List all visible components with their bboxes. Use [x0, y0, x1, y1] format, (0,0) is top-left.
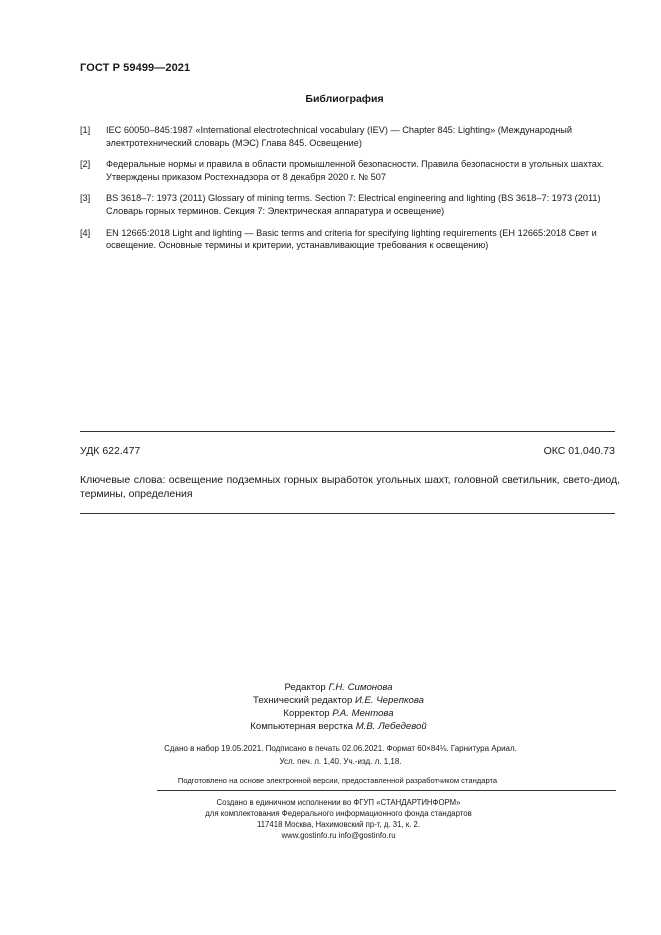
bibliography-item-text: EN 12665:2018 Light and lighting — Basic terms and criteria for specifying lighting requirements (ЕН 12665:2018 Свет и освещение. Основные термины и критерии, устанавливающие требования к освещению) [106, 227, 597, 251]
staff-name: И.Е. Черепкова [354, 695, 424, 706]
bibliography-item [80, 158, 616, 183]
footer-divider [157, 790, 616, 791]
bibliography-item-number: [4] [80, 227, 91, 238]
editorial-staff [0, 681, 661, 733]
print-info-line: Сдано в набор 19.05.2021. Подписано в печать 02.06.2021. Формат 60×84⅛. Гарнитура Ариал. [164, 744, 517, 753]
publisher-line: Создано в единичном исполнении во ФГУП «СТАНДАРТИНФОРМ» [216, 798, 461, 807]
classification-row [80, 445, 615, 457]
bibliography-item-number: [1] [80, 125, 91, 135]
staff-role: Корректор [283, 708, 330, 719]
bibliography-title: Библиография [305, 93, 384, 105]
bibliography-list [80, 124, 616, 261]
bibliography-item-text: Федеральные нормы и правила в области промышленной безопасности. Правила безопасности в угольных шахтах. Утверждены приказом Ростехнадзора от 8 декабря 2020 г. № 507 [106, 159, 605, 182]
keywords: Ключевые слова: освещение подземных горных выработок угольных шахт, головной светильник, свето-диод, термины, определения [80, 474, 620, 500]
bibliography-item [80, 124, 616, 149]
publisher-line: для комплектования Федерального информационного фонда стандартов [205, 809, 472, 818]
print-info [0, 742, 661, 768]
print-info-line: Усл. печ. л. 1,40. Уч.-изд. л. 1,18. [279, 757, 402, 766]
prepared-note: Подготовлено на основе электронной версии, предоставленной разработчиком стандарта [177, 776, 498, 785]
bibliography-item-text: BS 3618–7: 1973 (2011) Glossary of mining terms. Section 7: Electrical engineering and lighting (BS 3618–7: 1973 (2011) Словарь горных терминов. Секция 7: Электрическая аппаратура и освещение) [106, 193, 601, 216]
staff-name: М.В. Лебедевой [355, 721, 427, 732]
udk-code: УДК 622.477 [80, 445, 141, 457]
bibliography-item [80, 192, 616, 217]
bibliography-item [80, 227, 616, 252]
staff-role: Технический редактор [253, 695, 353, 706]
standard-code: ГОСТ Р 59499—2021 [80, 62, 191, 74]
bibliography-item-number: [2] [80, 159, 91, 170]
publisher-info [0, 797, 661, 841]
divider [80, 513, 615, 514]
publisher-line: 117418 Москва, Нахимовский пр-т, д. 31, к. 2. [256, 820, 421, 829]
staff-role: Редактор [284, 682, 326, 693]
bibliography-item-number: [3] [80, 193, 91, 204]
staff-line [16, 681, 661, 694]
divider [80, 431, 615, 432]
staff-role: Компьютерная верстка [250, 721, 354, 732]
staff-line [16, 707, 661, 720]
oks-code: ОКС 01.040.73 [543, 445, 615, 457]
publisher-contacts: www.gostinfo.ru info@gostinfo.ru [281, 831, 396, 840]
bibliography-item-text: IEC 60050–845:1987 «International electrotechnical vocabulary (IEV) — Chapter 845: Lighting» (Международный электротехнический словарь (МЭС) Глава 845. Освещение) [106, 125, 573, 148]
staff-line [16, 694, 661, 707]
staff-name: Г.Н. Симонова [328, 682, 393, 693]
staff-name: Р.А. Ментова [332, 708, 394, 719]
staff-line [16, 720, 661, 733]
